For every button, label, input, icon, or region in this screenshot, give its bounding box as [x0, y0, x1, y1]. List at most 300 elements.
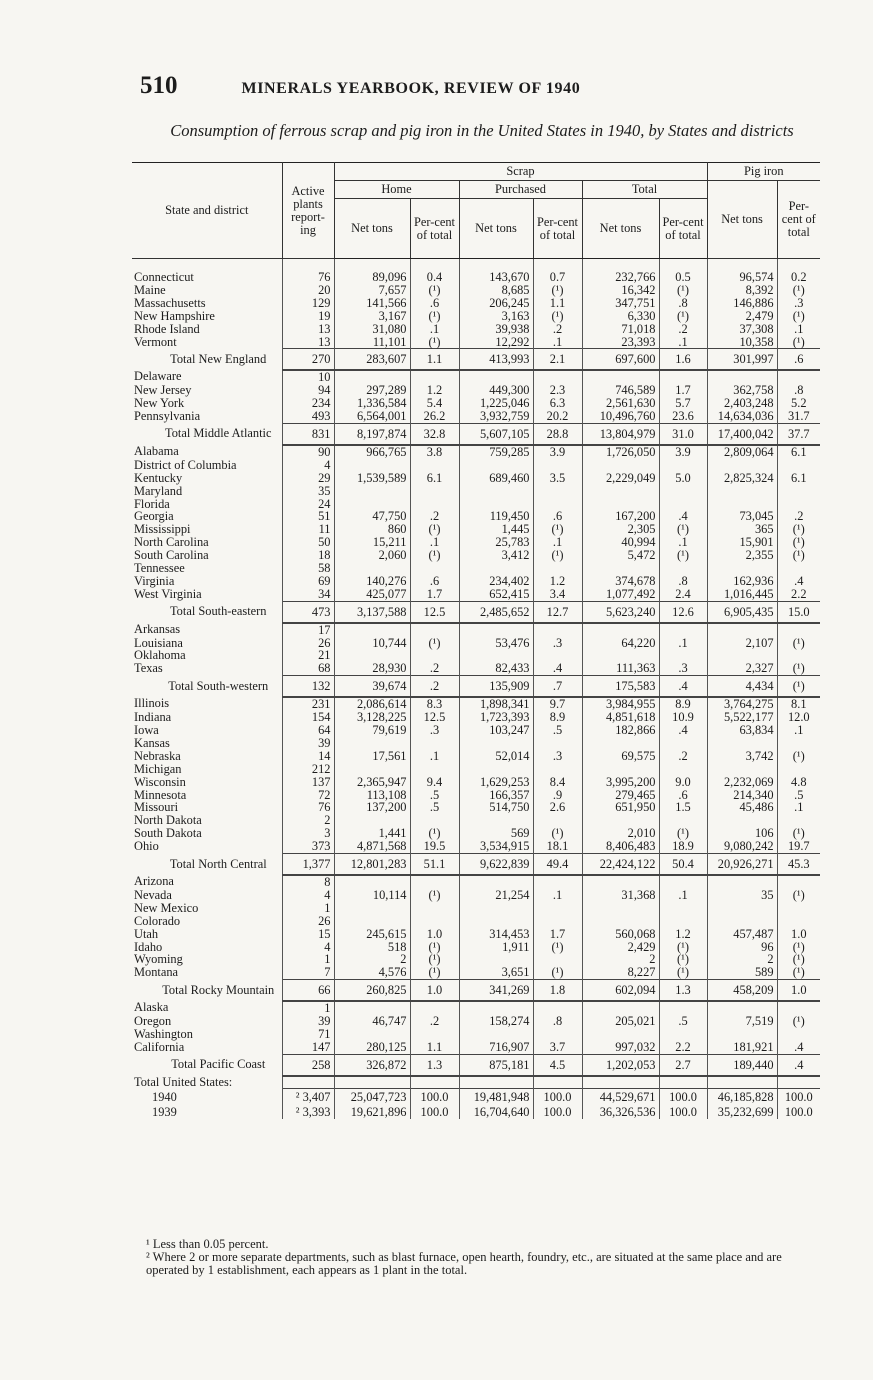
- plants-cell: 258: [282, 1054, 334, 1075]
- row-label: Delaware: [134, 369, 182, 384]
- percent-cell: 3.4: [533, 588, 582, 601]
- scrap-group-header: Scrap: [334, 163, 707, 181]
- net-tons-cell: 234,402: [459, 575, 533, 588]
- page-number: 510: [140, 72, 178, 99]
- net-tons-cell: 22,424,122: [582, 854, 659, 875]
- percent-cell: [659, 737, 707, 750]
- table-row: [132, 271, 820, 284]
- net-tons-cell: [334, 915, 410, 928]
- percent-cell: 1.5: [659, 801, 707, 814]
- percent-cell: .4: [659, 724, 707, 737]
- percent-cell: (¹): [533, 549, 582, 562]
- percent-cell: 15.0: [777, 601, 820, 622]
- percent-cell: 3.7: [533, 1041, 582, 1054]
- percent-cell: 37.7: [777, 423, 820, 444]
- net-tons-cell: 2,429: [582, 941, 659, 954]
- percent-cell: 6.3: [533, 397, 582, 410]
- net-tons-cell: 46,747: [334, 1015, 410, 1028]
- percent-cell: [659, 1076, 707, 1089]
- net-tons-cell: 458,209: [707, 980, 777, 1001]
- footnotes: [132, 1238, 822, 1277]
- net-tons-cell: 7,519: [707, 1015, 777, 1028]
- net-tons-cell: 103,247: [459, 724, 533, 737]
- net-tons-cell: 167,200: [582, 510, 659, 523]
- table-row: [132, 623, 820, 637]
- table-header: [132, 163, 820, 259]
- row-label: Florida: [134, 496, 170, 511]
- net-tons-cell: 96,574: [707, 271, 777, 284]
- percent-cell: 1.8: [533, 980, 582, 1001]
- percent-cell: [410, 562, 459, 575]
- table-row: [132, 915, 820, 928]
- percent-cell: 9.0: [659, 776, 707, 789]
- percent-cell: .6: [410, 297, 459, 310]
- percent-cell: (¹): [777, 549, 820, 562]
- percent-cell: [533, 485, 582, 498]
- table-row: [132, 902, 820, 915]
- net-tons-cell: 297,289: [334, 384, 410, 397]
- percent-cell: 1.7: [533, 928, 582, 941]
- net-tons-cell: 19,481,948: [459, 1089, 533, 1104]
- net-tons-cell: 181,921: [707, 1041, 777, 1054]
- plants-cell: 58: [282, 562, 334, 575]
- net-tons-cell: 17,400,042: [707, 423, 777, 444]
- percent-cell: .8: [659, 575, 707, 588]
- net-tons-cell: 3,932,759: [459, 410, 533, 423]
- row-label: Montana: [134, 965, 179, 980]
- percent-cell: 1.2: [410, 384, 459, 397]
- plants-cell: 15: [282, 928, 334, 941]
- net-tons-cell: [582, 370, 659, 384]
- table-row: [132, 323, 820, 336]
- percent-cell: (¹): [410, 549, 459, 562]
- row-label: New Hampshire: [134, 308, 215, 323]
- row-label: Mississippi: [134, 522, 191, 537]
- percent-cell: 5.0: [659, 472, 707, 485]
- net-tons-cell: 652,415: [459, 588, 533, 601]
- percent-cell: .3: [533, 750, 582, 763]
- table-row: [132, 1001, 820, 1015]
- percent-cell: [659, 623, 707, 637]
- row-label: Arkansas: [134, 621, 181, 636]
- net-tons-cell: 39,938: [459, 323, 533, 336]
- percent-cell: (¹): [777, 336, 820, 349]
- row-label: Total Middle Atlantic: [165, 426, 272, 441]
- percent-cell: 3.5: [533, 472, 582, 485]
- percent-cell: [410, 1001, 459, 1015]
- percent-cell: .8: [659, 297, 707, 310]
- net-tons-cell: 3,995,200: [582, 776, 659, 789]
- plants-cell: 21: [282, 649, 334, 662]
- plants-cell: 4: [282, 941, 334, 954]
- net-tons-cell: 4,434: [707, 676, 777, 697]
- plants-cell: 154: [282, 711, 334, 724]
- net-tons-cell: [334, 875, 410, 889]
- percent-cell: 23.6: [659, 410, 707, 423]
- percent-cell: 31.0: [659, 423, 707, 444]
- percent-cell: 6.1: [410, 472, 459, 485]
- table-row: [132, 562, 820, 575]
- net-tons-cell: 2,086,614: [334, 697, 410, 711]
- net-tons-cell: 69,575: [582, 750, 659, 763]
- plants-cell: 71: [282, 1028, 334, 1041]
- net-tons-cell: 16,704,640: [459, 1104, 533, 1119]
- net-tons-cell: [707, 623, 777, 637]
- net-tons-cell: 21,254: [459, 889, 533, 902]
- total-net-tons-header: Net tons: [582, 199, 659, 259]
- percent-cell: [410, 459, 459, 472]
- plants-cell: 1: [282, 902, 334, 915]
- percent-cell: .1: [410, 536, 459, 549]
- plants-cell: 147: [282, 1041, 334, 1054]
- net-tons-cell: 589: [707, 966, 777, 979]
- pig-net-tons-header: Net tons: [707, 181, 777, 259]
- plants-cell: [282, 1076, 334, 1089]
- percent-cell: 12.5: [410, 711, 459, 724]
- table-row: [132, 370, 820, 384]
- table-row: [132, 763, 820, 776]
- net-tons-cell: 2,060: [334, 549, 410, 562]
- net-tons-cell: 3,412: [459, 549, 533, 562]
- net-tons-cell: 279,465: [582, 789, 659, 802]
- percent-cell: [659, 875, 707, 889]
- net-tons-cell: 63,834: [707, 724, 777, 737]
- grand-total-row: [132, 1104, 820, 1119]
- table-row: [132, 384, 820, 397]
- percent-cell: [533, 1076, 582, 1089]
- row-label: Washington: [134, 1026, 193, 1041]
- net-tons-cell: 96: [707, 941, 777, 954]
- plants-cell: 7: [282, 966, 334, 979]
- table-row: [132, 789, 820, 802]
- percent-cell: [410, 1028, 459, 1041]
- plants-cell: 20: [282, 284, 334, 297]
- net-tons-cell: 260,825: [334, 980, 410, 1001]
- district-total-row: [132, 601, 820, 622]
- row-label: South Carolina: [134, 548, 209, 563]
- percent-cell: [410, 370, 459, 384]
- net-tons-cell: 689,460: [459, 472, 533, 485]
- table-row: [132, 336, 820, 349]
- table-row: [132, 297, 820, 310]
- net-tons-cell: 15,211: [334, 536, 410, 549]
- percent-cell: [533, 1001, 582, 1015]
- row-label: Oregon: [134, 1014, 172, 1029]
- table-row: [132, 750, 820, 763]
- net-tons-cell: [459, 737, 533, 750]
- percent-cell: 1.1: [410, 349, 459, 370]
- percent-cell: .2: [410, 676, 459, 697]
- percent-cell: (¹): [659, 941, 707, 954]
- percent-cell: (¹): [659, 953, 707, 966]
- plants-cell: 90: [282, 445, 334, 459]
- percent-cell: 31.7: [777, 410, 820, 423]
- net-tons-cell: 31,368: [582, 889, 659, 902]
- net-tons-cell: 4,871,568: [334, 840, 410, 853]
- district-total-row: [132, 676, 820, 697]
- row-label: Alaska: [134, 1000, 169, 1015]
- net-tons-cell: 73,045: [707, 510, 777, 523]
- percent-cell: 0.7: [533, 271, 582, 284]
- net-tons-cell: 1,723,393: [459, 711, 533, 724]
- percent-cell: [533, 562, 582, 575]
- net-tons-cell: 966,765: [334, 445, 410, 459]
- row-label: Idaho: [134, 939, 163, 954]
- plants-cell: 94: [282, 384, 334, 397]
- percent-cell: 12.5: [410, 601, 459, 622]
- district-total-row: [132, 980, 820, 1001]
- net-tons-cell: 8,227: [582, 966, 659, 979]
- row-label: Louisiana: [134, 635, 183, 650]
- percent-cell: 18.1: [533, 840, 582, 853]
- table-row: [132, 814, 820, 827]
- net-tons-cell: 283,607: [334, 349, 410, 370]
- percent-cell: 3.8: [410, 445, 459, 459]
- net-tons-cell: 518: [334, 941, 410, 954]
- net-tons-cell: 11,101: [334, 336, 410, 349]
- purchased-percent-header: Per-cent of total: [533, 199, 582, 259]
- table-row: [132, 966, 820, 979]
- table-row: [132, 536, 820, 549]
- table-row: [132, 523, 820, 536]
- plants-cell: 39: [282, 1015, 334, 1028]
- percent-cell: 18.9: [659, 840, 707, 853]
- percent-cell: (¹): [410, 310, 459, 323]
- percent-cell: 0.4: [410, 271, 459, 284]
- percent-cell: .3: [777, 297, 820, 310]
- row-label: Kentucky: [134, 470, 183, 485]
- row-label: Total United States:: [134, 1074, 233, 1089]
- percent-cell: (¹): [533, 523, 582, 536]
- percent-cell: .8: [533, 1015, 582, 1028]
- net-tons-cell: [334, 459, 410, 472]
- percent-cell: [777, 623, 820, 637]
- percent-cell: .1: [777, 801, 820, 814]
- net-tons-cell: 6,564,001: [334, 410, 410, 423]
- percent-cell: .3: [659, 662, 707, 675]
- percent-cell: 1.0: [777, 928, 820, 941]
- net-tons-cell: 89,096: [334, 271, 410, 284]
- page-header: [140, 72, 820, 100]
- percent-cell: (¹): [777, 941, 820, 954]
- table-row: [132, 724, 820, 737]
- net-tons-cell: 860: [334, 523, 410, 536]
- net-tons-cell: 13,804,979: [582, 423, 659, 444]
- row-label: Total Pacific Coast: [171, 1057, 266, 1072]
- plants-cell: 493: [282, 410, 334, 423]
- percent-cell: [410, 875, 459, 889]
- net-tons-cell: 8,406,483: [582, 840, 659, 853]
- net-tons-cell: [582, 562, 659, 575]
- net-tons-cell: [707, 1001, 777, 1015]
- net-tons-cell: [582, 459, 659, 472]
- net-tons-cell: 514,750: [459, 801, 533, 814]
- net-tons-cell: 82,433: [459, 662, 533, 675]
- percent-cell: [777, 370, 820, 384]
- plants-cell: 34: [282, 588, 334, 601]
- net-tons-cell: 1,726,050: [582, 445, 659, 459]
- net-tons-cell: 374,678: [582, 575, 659, 588]
- net-tons-cell: 3,651: [459, 966, 533, 979]
- net-tons-cell: 875,181: [459, 1054, 533, 1075]
- plants-cell: 473: [282, 601, 334, 622]
- plants-cell: 51: [282, 510, 334, 523]
- net-tons-cell: 64,220: [582, 637, 659, 650]
- district-total-row: [132, 854, 820, 875]
- net-tons-cell: [459, 902, 533, 915]
- net-tons-cell: 362,758: [707, 384, 777, 397]
- net-tons-cell: 2,825,324: [707, 472, 777, 485]
- plants-cell: 26: [282, 637, 334, 650]
- net-tons-cell: 16,342: [582, 284, 659, 297]
- net-tons-cell: 2,305: [582, 523, 659, 536]
- net-tons-cell: [459, 1076, 533, 1089]
- net-tons-cell: 2,232,069: [707, 776, 777, 789]
- percent-cell: 12.6: [659, 601, 707, 622]
- percent-cell: 8.9: [533, 711, 582, 724]
- net-tons-cell: [459, 1028, 533, 1041]
- percent-cell: 6.1: [777, 445, 820, 459]
- percent-cell: (¹): [777, 676, 820, 697]
- percent-cell: [533, 370, 582, 384]
- table-row: [132, 498, 820, 511]
- net-tons-cell: [582, 1028, 659, 1041]
- percent-cell: .4: [659, 510, 707, 523]
- row-label: Maine: [134, 282, 166, 297]
- plants-cell: 39: [282, 737, 334, 750]
- row-label: Colorado: [134, 913, 181, 928]
- table-row: [132, 575, 820, 588]
- percent-cell: [659, 1028, 707, 1041]
- table-row: [132, 510, 820, 523]
- net-tons-cell: [334, 485, 410, 498]
- net-tons-cell: [707, 763, 777, 776]
- percent-cell: 19.7: [777, 840, 820, 853]
- footnote-2: ² Where 2 or more separate departments, such as blast furnace, open hearth, foundry, etc., are situated at the same place and are operated by 1 establishment, each appears as 1 plant in the total.: [146, 1250, 782, 1277]
- plants-cell: 3: [282, 827, 334, 840]
- percent-cell: 19.5: [410, 840, 459, 853]
- plants-cell: ² 3,393: [282, 1104, 334, 1119]
- table-row: [132, 827, 820, 840]
- percent-cell: 100.0: [410, 1089, 459, 1104]
- table-row: [132, 889, 820, 902]
- plants-column-header: Active plants report-ing: [282, 163, 334, 259]
- plants-cell: 373: [282, 840, 334, 853]
- running-title: MINERALS YEARBOOK, REVIEW OF 1940: [241, 80, 581, 97]
- table-row: [132, 459, 820, 472]
- percent-cell: .6: [777, 349, 820, 370]
- percent-cell: [777, 915, 820, 928]
- net-tons-cell: [334, 1076, 410, 1089]
- row-label: Arizona: [134, 873, 174, 888]
- row-label: California: [134, 1039, 185, 1054]
- table-row: [132, 410, 820, 423]
- row-label: Vermont: [134, 334, 177, 349]
- net-tons-cell: [459, 623, 533, 637]
- percent-cell: 1.1: [410, 1041, 459, 1054]
- plants-cell: 212: [282, 763, 334, 776]
- percent-cell: [410, 915, 459, 928]
- row-label: Georgia: [134, 509, 174, 524]
- net-tons-cell: 1,225,046: [459, 397, 533, 410]
- percent-cell: (¹): [533, 941, 582, 954]
- net-tons-cell: 8,392: [707, 284, 777, 297]
- net-tons-cell: [707, 875, 777, 889]
- consumption-table: [132, 162, 820, 1119]
- percent-cell: 8.3: [410, 697, 459, 711]
- net-tons-cell: [582, 902, 659, 915]
- percent-cell: (¹): [659, 523, 707, 536]
- net-tons-cell: 2: [707, 953, 777, 966]
- plants-cell: 19: [282, 310, 334, 323]
- net-tons-cell: 146,886: [707, 297, 777, 310]
- percent-cell: 1.0: [777, 980, 820, 1001]
- percent-cell: .2: [659, 323, 707, 336]
- percent-cell: .1: [659, 336, 707, 349]
- percent-cell: 100.0: [659, 1104, 707, 1119]
- net-tons-cell: 158,274: [459, 1015, 533, 1028]
- pig-iron-group-header: Pig iron: [707, 163, 820, 181]
- percent-cell: (¹): [777, 662, 820, 675]
- table-row: [132, 776, 820, 789]
- percent-cell: 100.0: [777, 1104, 820, 1119]
- percent-cell: [659, 763, 707, 776]
- row-label: Nebraska: [134, 748, 181, 763]
- plants-cell: 29: [282, 472, 334, 485]
- table-row: [132, 397, 820, 410]
- net-tons-cell: 425,077: [334, 588, 410, 601]
- net-tons-cell: 280,125: [334, 1041, 410, 1054]
- percent-cell: 1.2: [533, 575, 582, 588]
- net-tons-cell: 135,909: [459, 676, 533, 697]
- total-group-header: Total: [582, 181, 707, 199]
- net-tons-cell: 40,994: [582, 536, 659, 549]
- percent-cell: 2.1: [533, 349, 582, 370]
- percent-cell: .4: [659, 676, 707, 697]
- net-tons-cell: [582, 1001, 659, 1015]
- percent-cell: [659, 902, 707, 915]
- percent-cell: 5.4: [410, 397, 459, 410]
- percent-cell: (¹): [659, 827, 707, 840]
- plants-cell: 24: [282, 498, 334, 511]
- percent-cell: .1: [533, 889, 582, 902]
- percent-cell: 3.9: [533, 445, 582, 459]
- percent-cell: [659, 915, 707, 928]
- row-label: 1940: [152, 1089, 177, 1104]
- percent-cell: 2.2: [659, 1041, 707, 1054]
- table-row: [132, 875, 820, 889]
- net-tons-cell: 560,068: [582, 928, 659, 941]
- net-tons-cell: [582, 623, 659, 637]
- percent-cell: (¹): [410, 941, 459, 954]
- table-row: [132, 711, 820, 724]
- net-tons-cell: 31,080: [334, 323, 410, 336]
- percent-cell: .1: [777, 724, 820, 737]
- percent-cell: .1: [533, 336, 582, 349]
- net-tons-cell: 166,357: [459, 789, 533, 802]
- net-tons-cell: 341,269: [459, 980, 533, 1001]
- net-tons-cell: 44,529,671: [582, 1089, 659, 1104]
- percent-cell: (¹): [533, 966, 582, 979]
- net-tons-cell: 2: [582, 953, 659, 966]
- net-tons-cell: 2,010: [582, 827, 659, 840]
- net-tons-cell: 6,330: [582, 310, 659, 323]
- net-tons-cell: 137,200: [334, 801, 410, 814]
- net-tons-cell: [582, 915, 659, 928]
- net-tons-cell: 314,453: [459, 928, 533, 941]
- table-row: [132, 953, 820, 966]
- net-tons-cell: 12,801,283: [334, 854, 410, 875]
